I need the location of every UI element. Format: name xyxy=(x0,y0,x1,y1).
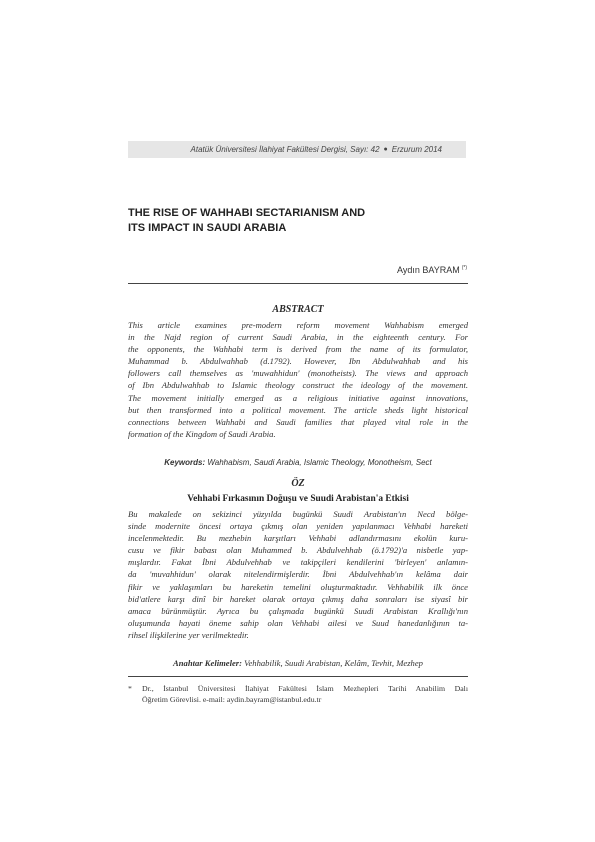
abstract-line: followers call themselves as 'muwahhidun' (monotheists). The views and approach xyxy=(128,368,468,379)
bullet-separator: ● xyxy=(383,146,388,153)
oz-line: fikir ve yaklaşımları bu hareketin temelini oluşturmaktadır. Vehhabilik ilk önce xyxy=(128,581,468,592)
abstract-line: Muhammad b. Abdulwahhab (d.1792). However, Ibn Abdulwahhab and his xyxy=(128,356,468,367)
oz-line: da 'muvahhidun' olarak nitelendirmişlerdir. İbni Abdulvehhab'ın kelâma dair xyxy=(128,569,468,580)
abstract-body xyxy=(128,319,468,440)
title-line: ITS IMPACT IN SAUDI ARABIA xyxy=(128,222,287,234)
journal-name: Atatük Üniversitesi İlahiyat Fakültesi Dergisi, Sayı: 42 xyxy=(190,145,380,154)
abstract-line: the opponents, the Wahhabi term is derived from the name of its formulator, xyxy=(128,344,468,355)
footnote-divider xyxy=(128,676,468,677)
keywords-label: Keywords: xyxy=(164,458,206,467)
oz-line: bid'atlere karşı dinî bir hareket olarak ortaya çıkmış daha sonraları ise siyasî bir xyxy=(128,593,468,604)
oz-line: sinde modernite öncesi ortaya çıkmış olan yeniden yapılanmacı Vehhabi hareketi xyxy=(128,521,468,532)
article-title xyxy=(128,206,448,236)
oz-line: oluşumunda hayati öneme sahip olan Vehhabi ailesi ve Suud hanedanlığının ta- xyxy=(128,617,468,628)
oz-heading: ÖZ xyxy=(291,478,305,489)
journal-header xyxy=(128,141,466,158)
oz-line: cusu ve fikir babası olan Muhammed b. Abdulvehhab (ö.1792)'a nisbetle yap- xyxy=(128,545,468,556)
footnote-line: Dr., İstanbul Üniversitesi İlahiyat Fakültesi İslam Mezhepleri Tarihi Anabilim Dalı xyxy=(142,684,468,693)
abstract-line: but then transformed into a political movement. The article sheds light historical xyxy=(128,404,468,415)
abstract-line: The movement initially emerged as a religious initiative against innovations, xyxy=(128,392,468,403)
abstract-line: This article examines pre-modern reform movement Wahhabism emerged xyxy=(128,320,468,330)
keywords-list: Wahhabism, Saudi Arabia, Islamic Theology, Monotheism, Sect xyxy=(207,458,432,467)
divider-rule xyxy=(128,283,468,284)
oz-line: amaca bürünmüştür. Ayrıca bu çalışmada bugünkü Suudi Arabistan Krallığı'nın xyxy=(128,605,468,616)
title-line: THE RISE OF WAHHABI SECTARIANISM AND xyxy=(128,207,366,219)
author-name: Aydın BAYRAM xyxy=(397,265,460,275)
keywords xyxy=(128,458,468,467)
abstract-heading: ABSTRACT xyxy=(272,304,324,315)
author-footnote-mark: (*) xyxy=(461,265,467,271)
journal-location-year: Erzurum 2014 xyxy=(391,145,442,154)
oz-line: Bu makalede on sekizinci yüzyılda bugünkü Suudi Arabistan'ın Necd bölge- xyxy=(128,509,468,519)
author-byline xyxy=(397,265,467,275)
oz-line: mışlardır. Fakat İbni Abdulvehhab ve takipçileri kendilerini 'birleyen' anlamın- xyxy=(128,557,468,568)
anahtar-label: Anahtar Kelimeler: xyxy=(173,658,243,668)
anahtar-kelimeler xyxy=(128,658,468,668)
abstract-line: of Ibn Abdulwahhab to Islamic theology construct the ideology of the movement. xyxy=(128,380,468,391)
abstract-line: in the Najd region of current Saudi Arabia, in the eighteenth century. For xyxy=(128,332,468,343)
oz-line: rihsel ilişkilerine yer verilmektedir. xyxy=(128,629,249,640)
footnote-mark: * xyxy=(128,684,132,693)
oz-title: Vehhabi Fırkasının Doğuşu ve Suudi Arabistan'a Etkisi xyxy=(187,494,409,504)
anahtar-list: Vehhabilik, Suudi Arabistan, Kelâm, Tevhit, Mezhep xyxy=(244,658,423,668)
footnote-text xyxy=(142,683,468,705)
footnote-line: Öğretim Görevlisi. e-mail: aydin.bayram@istanbul.edu.tr xyxy=(142,695,322,704)
abstract-line: formation of the Kingdom of Saudi Arabia. xyxy=(128,428,276,439)
oz-line: incelenmektedir. Bu mezhebin karşıtları Vehhabi adlandırmasını ekolün kuru- xyxy=(128,533,468,544)
abstract-line: connections between Wahhabi and Saudi families that played vital role in the xyxy=(128,416,468,427)
footnote xyxy=(128,683,468,705)
oz-body xyxy=(128,508,468,641)
